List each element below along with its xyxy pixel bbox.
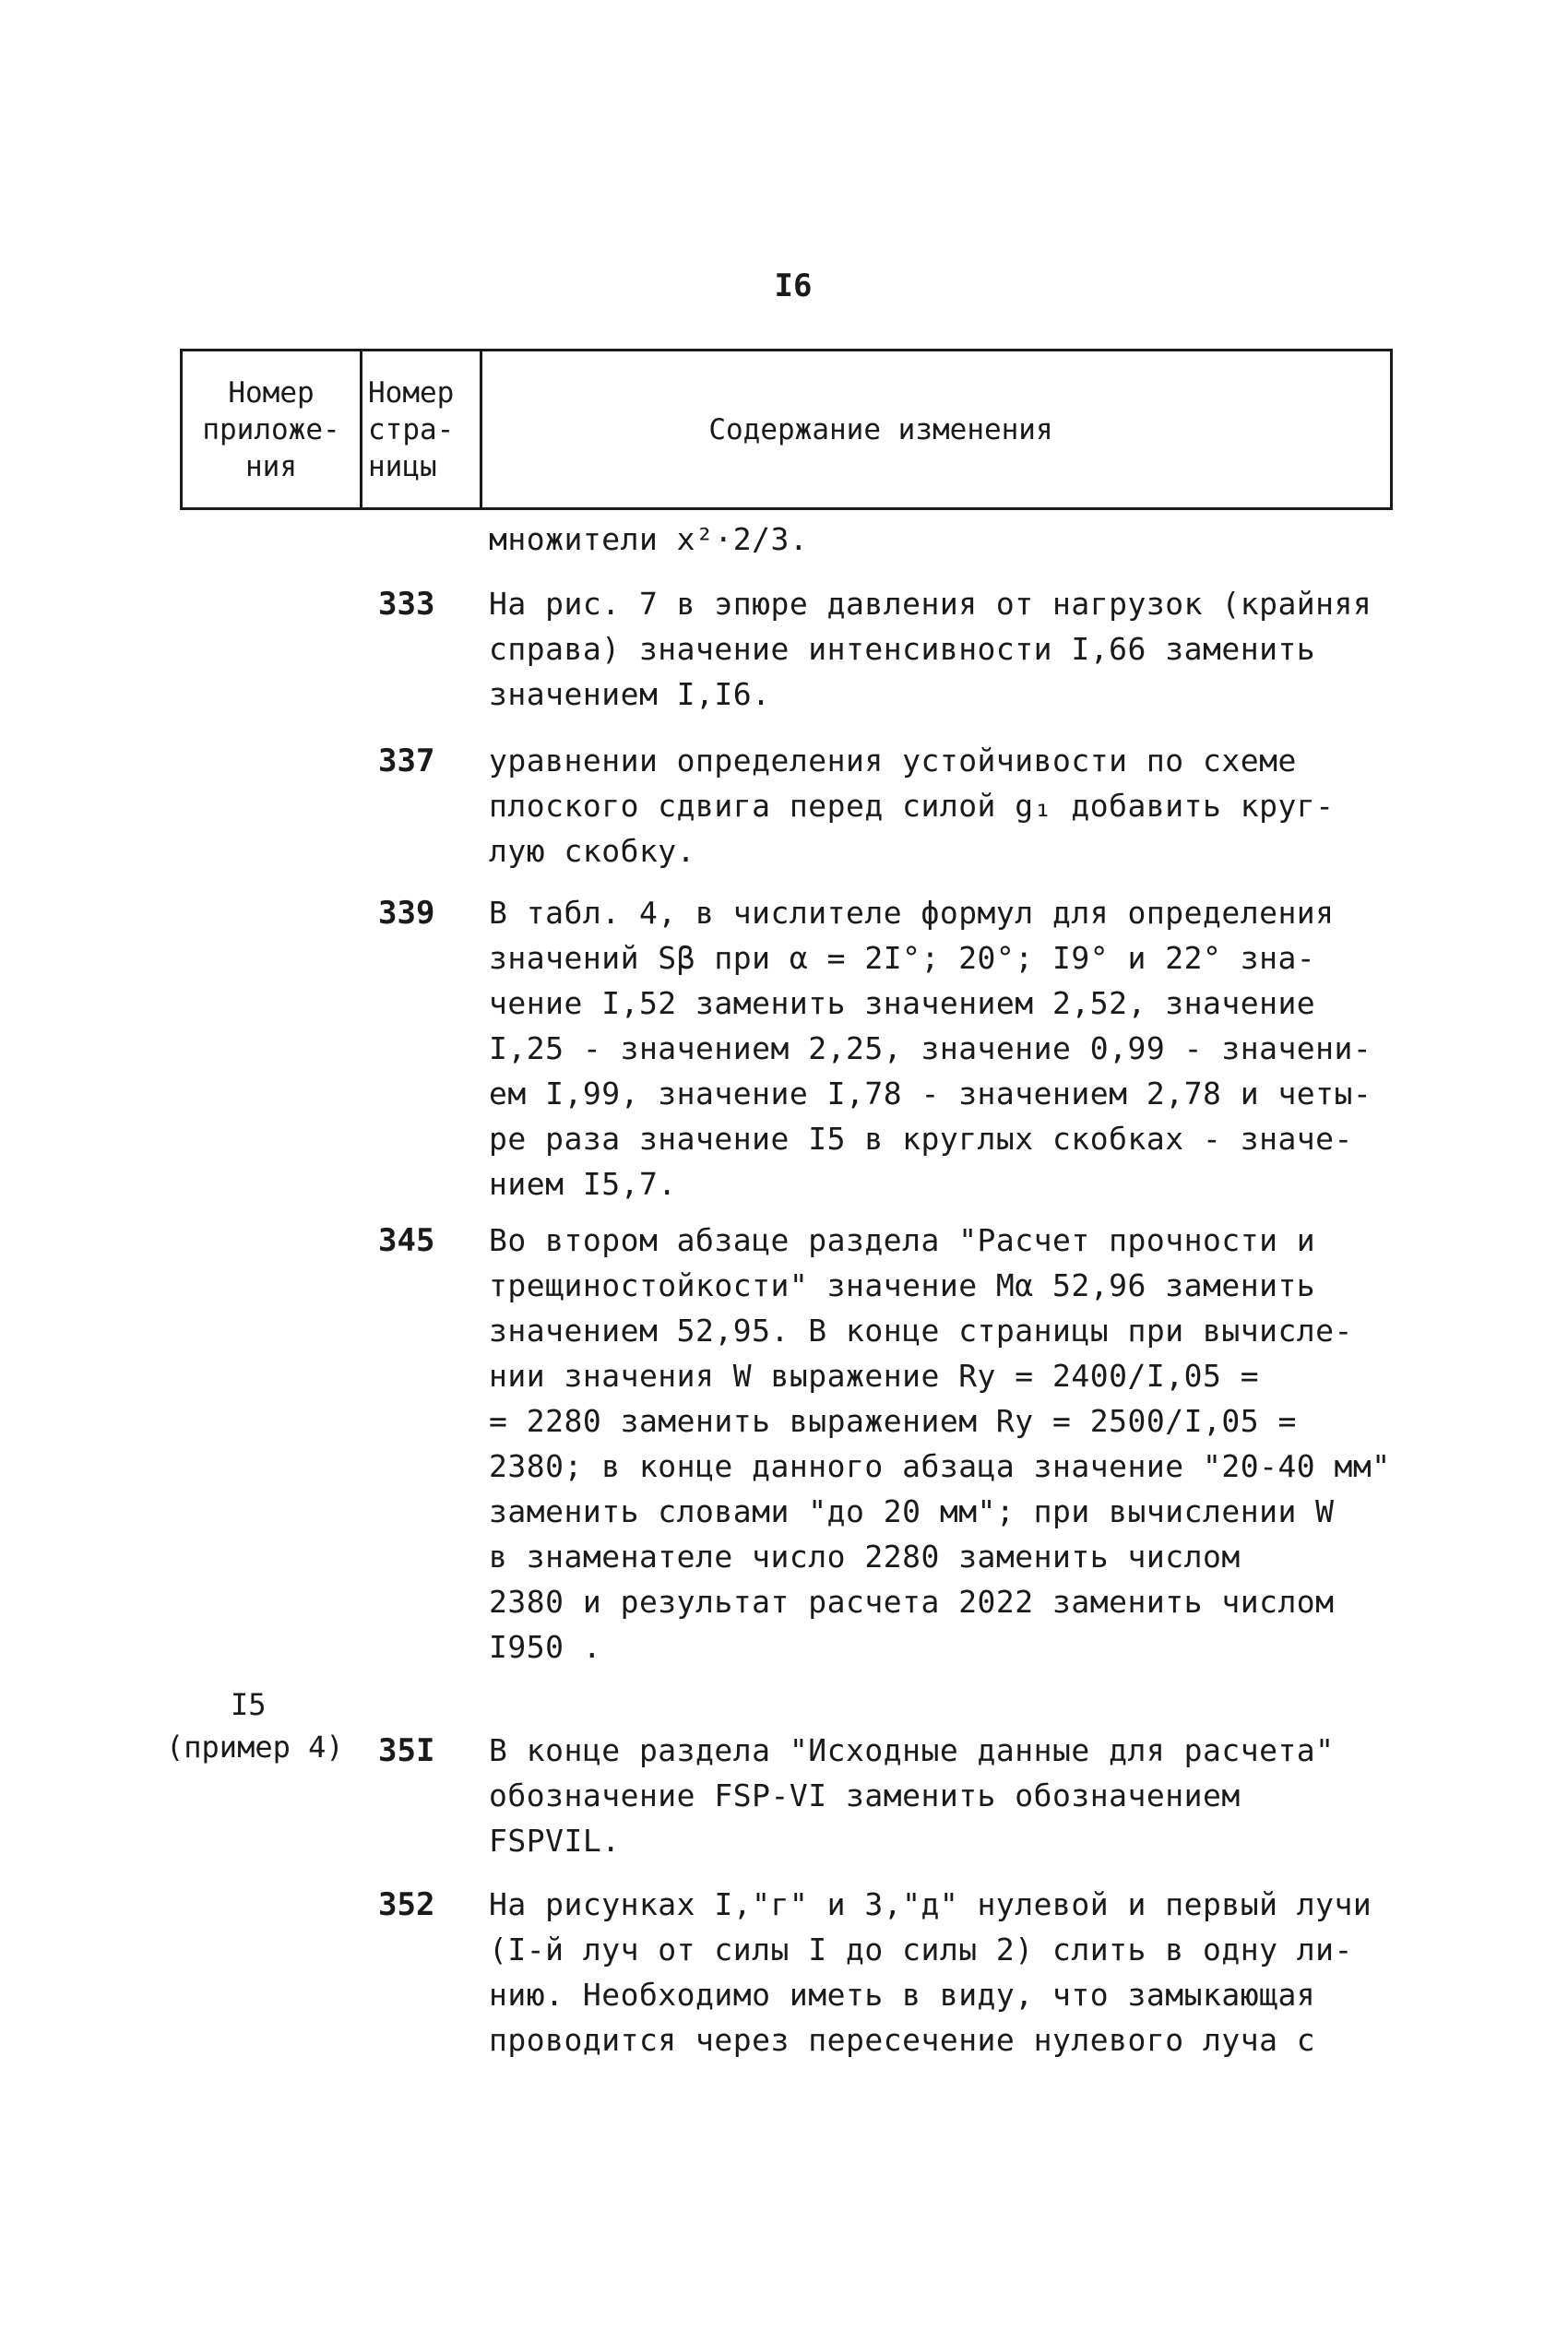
header-text: стра- bbox=[368, 412, 455, 446]
text-line: (I-й луч от силы I до силы 2) слить в одну ли- bbox=[489, 1932, 1353, 1968]
header-text: ния bbox=[245, 449, 297, 483]
entry-page-number: 339 bbox=[378, 895, 435, 932]
text-line: 2380 и результат расчета 2022 заменить числом bbox=[489, 1584, 1335, 1620]
appendix-line: I5 bbox=[231, 1687, 267, 1722]
text-line: FSPVIL. bbox=[489, 1823, 621, 1859]
text-line: значением 52,95. В конце страницы при вычисле- bbox=[489, 1313, 1353, 1349]
text-line: справа) значение интенсивности I,66 заменить bbox=[489, 631, 1316, 667]
header-text: Содержание изменения bbox=[708, 412, 1053, 446]
text-line: 2380; в конце данного абзаца значение "20-40 мм" bbox=[489, 1448, 1391, 1484]
text-line: = 2280 заменить выражением Ry = 2500/I,05 = bbox=[489, 1403, 1297, 1439]
entry-text bbox=[489, 1882, 1374, 2063]
entry-page-number: 333 bbox=[378, 586, 435, 623]
text-line: нию. Необходимо иметь в виду, что замыкающая bbox=[489, 1977, 1316, 2013]
header-appendix-number bbox=[183, 351, 362, 507]
header-text: Номер bbox=[228, 375, 315, 410]
text-line: в знаменателе число 2280 заменить числом bbox=[489, 1539, 1241, 1575]
text-line: обозначение FSP-VI заменить обозначением bbox=[489, 1777, 1241, 1813]
header-text: ницы bbox=[368, 449, 437, 483]
text-line: чение I,52 заменить значением 2,52, значение bbox=[489, 985, 1316, 1021]
text-line: нием I5,7. bbox=[489, 1166, 677, 1202]
text-line: заменить словами "до 20 мм"; при вычислении W bbox=[489, 1493, 1335, 1529]
header-text: Номер bbox=[368, 375, 455, 410]
text-line: На рис. 7 в эпюре давления от нагрузок (крайняя bbox=[489, 586, 1372, 622]
text-line: В табл. 4, в числителе формул для определения bbox=[489, 895, 1335, 931]
entry-text bbox=[489, 581, 1374, 717]
entry-text bbox=[489, 517, 1374, 562]
text-line: ем I,99, значение I,78 - значением 2,78 и четы- bbox=[489, 1076, 1372, 1112]
header-change-content bbox=[482, 351, 1390, 507]
table-header bbox=[180, 349, 1393, 510]
entry-appendix-number bbox=[166, 1683, 360, 1768]
text-line: множители x²·2/3. bbox=[489, 521, 809, 557]
text-line: В конце раздела "Исходные данные для расчета" bbox=[489, 1732, 1335, 1768]
text-line: значением I,I6. bbox=[489, 676, 771, 712]
entry-page-number: 345 bbox=[378, 1222, 435, 1259]
entry-page-number: 352 bbox=[378, 1886, 435, 1923]
text-line: уравнении определения устойчивости по схеме bbox=[489, 743, 1297, 779]
text-line: нии значения W выражение Ry = 2400/I,05 = bbox=[489, 1358, 1260, 1394]
text-line: проводится через пересечение нулевого луча с bbox=[489, 2022, 1316, 2058]
text-line: ре раза значение I5 в круглых скобках - значе- bbox=[489, 1121, 1353, 1157]
appendix-line: (пример 4) bbox=[166, 1730, 344, 1765]
text-line: лую скобку. bbox=[489, 833, 696, 869]
entry-page-number: 337 bbox=[378, 743, 435, 779]
text-line: На рисунках I,"г" и 3,"д" нулевой и первый лучи bbox=[489, 1886, 1372, 1922]
text-line: значений Sβ при α = 2I°; 20°; I9° и 22° зна- bbox=[489, 940, 1316, 976]
entry-text bbox=[489, 1218, 1391, 1670]
text-line: Во втором абзаце раздела "Расчет прочности и bbox=[489, 1222, 1316, 1258]
entry-page-number: 35I bbox=[378, 1732, 435, 1769]
text-line: трещиностойкости" значение Mα 52,96 заменить bbox=[489, 1267, 1316, 1303]
entry-text bbox=[489, 890, 1374, 1207]
header-page-number bbox=[362, 351, 482, 507]
entry-text bbox=[489, 738, 1374, 874]
text-line: I950 . bbox=[489, 1629, 602, 1665]
page-number: I6 bbox=[774, 267, 813, 304]
entry-text bbox=[489, 1728, 1374, 1863]
text-line: I,25 - значением 2,25, значение 0,99 - значени- bbox=[489, 1030, 1372, 1066]
header-text: приложе- bbox=[202, 412, 340, 446]
text-line: плоского сдвига перед силой g₁ добавить круг- bbox=[489, 788, 1335, 824]
